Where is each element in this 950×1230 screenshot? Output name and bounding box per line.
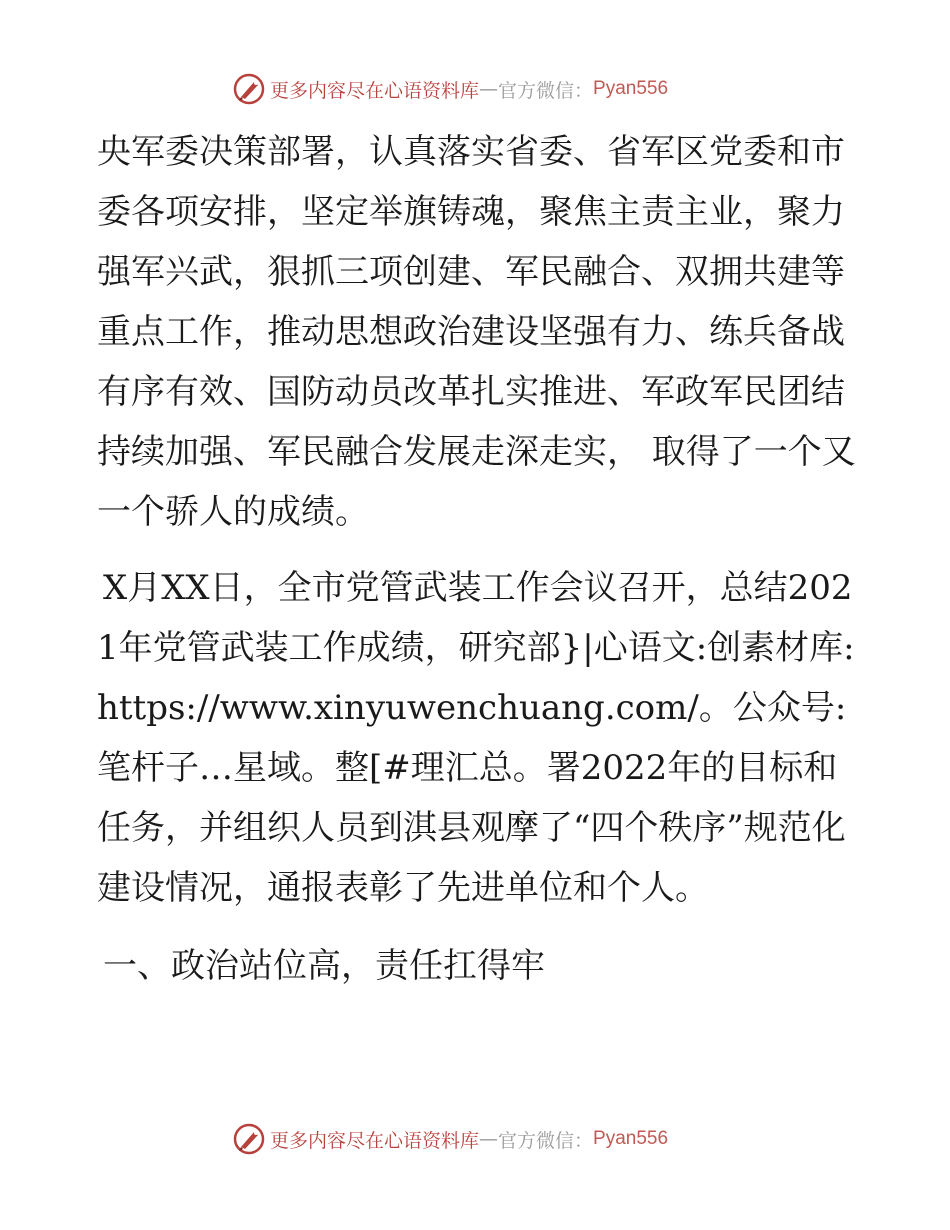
paragraph: X月XX日，全市党管武装工作会议召开，总结2021年党管武装工作成绩，研究部}|心语文:创素材库: https://www.xinyuwenchuang.com/。公众号: 笔杆子…星域。整[#理汇总。署2022年的目标和任务，并组织人员到淇县观摩了“四个秩序”规范化建设情况，通报表彰了先进单位和个人。 (97, 568, 855, 908)
watermark-wechat-id: Pyan556 (593, 1128, 669, 1149)
watermark-wechat-label: 官方微信： (498, 1129, 594, 1152)
watermark-wechat-id: Pyan556 (593, 78, 669, 99)
section-heading: 一、政治站位高，责任扛得牢 (103, 946, 545, 986)
watermark-brand-text: 更多内容尽在心语资料库 (270, 1129, 480, 1152)
paragraph: 央军委决策部署，认真落实省委、省军区党委和市委各项安排，坚定举旗铸魂，聚焦主责主业，聚力强军兴武，狠抓三项创建、军民融合、双拥共建等重点工作，推动思想政治建设坚强有力、练兵备战有序有效、国防动员改革扎实推进、军政军民团结持续加强、军民融合发展走深走实， 取得了一个又一个骄人的成绩。 (97, 132, 856, 532)
fountain-pen-logo-icon (232, 1122, 266, 1156)
watermark-brand-text: 更多内容尽在心语资料库 (270, 79, 480, 102)
fountain-pen-logo-icon (232, 72, 266, 106)
document-body (97, 122, 857, 996)
watermark-dash: — (479, 78, 499, 100)
footer-watermark (232, 1122, 668, 1156)
header-watermark (232, 72, 668, 106)
watermark-dash: — (479, 1128, 499, 1150)
watermark-wechat-label: 官方微信： (498, 79, 594, 102)
